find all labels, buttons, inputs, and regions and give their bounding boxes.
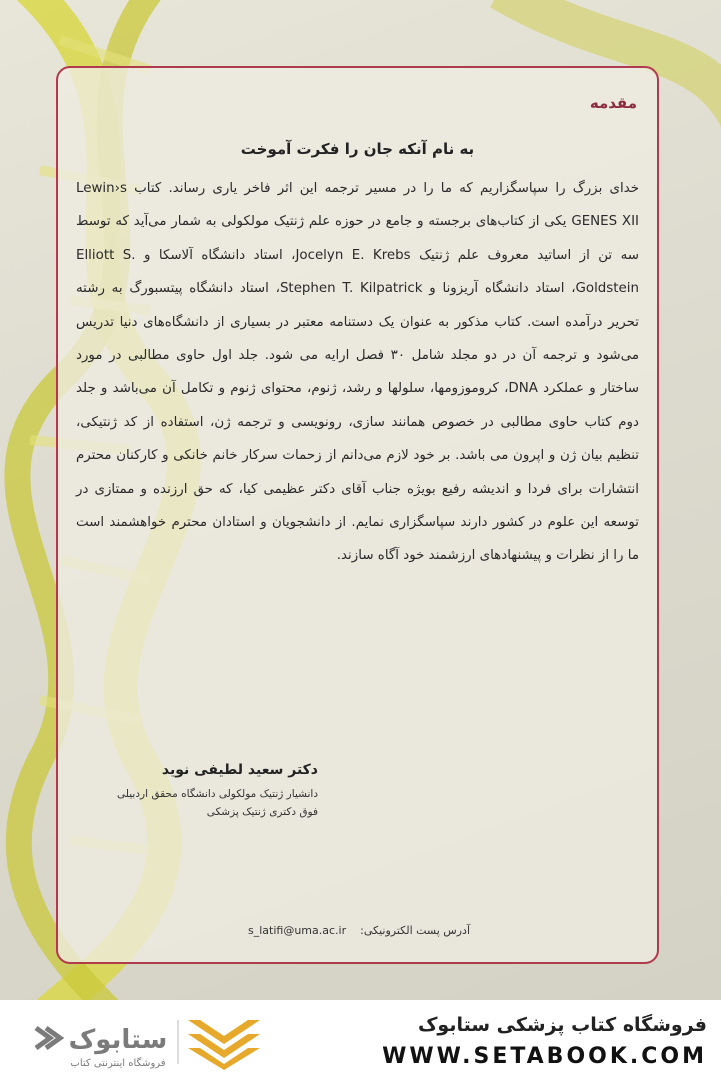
- logo-text: ستابوک: [68, 1025, 168, 1055]
- email-label: آدرس پست الکترونیکی:: [360, 924, 471, 937]
- website-link[interactable]: WWW.SETABOOK.COM: [382, 1044, 707, 1069]
- author-name: دکتر سعید لطیفی نوید: [161, 762, 318, 778]
- section-heading: مقدمه: [589, 94, 637, 112]
- setabook-logo: [28, 1014, 278, 1070]
- shop-name: فروشگاه کتاب پزشکی ستابوک: [417, 1014, 707, 1036]
- author-title: دانشیار ژنتیک مولکولی دانشگاه محقق اردبیلی: [117, 788, 318, 800]
- preface-body: [76, 172, 639, 573]
- preface-paragraph: خدای بزرگ را سپاسگزاریم که ما را در مسیر ترجمه این اثر فاخر یاری رساند. کتاب Lewin›s GENES XII یکی از کتاب‌های برجسته و جامع در حوزه علم ژنتیک مولکولی به شمار می‌آید که توسط سه تن از اساتید معروف علم ژنتیک Jocelyn E. Krebs، استاد دانشگاه آلاسکا و Elliott S. Goldstein، استاد دانشگاه آریزونا و Stephen T. Kilpatrick، استاد دانشگاه پیتسبورگ به رشته تحریر درآمده است. کتاب مذکور به عنوان یک دستنامه معتبر در بسیاری از دانشگاه‌های دنیا تدریس می‌شود و ترجمه آن در دو مجلد شامل ۳۰ فصل ارایه می شود. جلد اول حاوی مطالبی در مورد ساختار و عملکرد DNA، کروموزومها، سلولها و رشد، ژنوم، محتوای ژنوم و تکامل آن می‌باشد و جلد دوم کتاب حاوی مطالبی در خصوص همانند سازی، رونویسی و ترجمه ژن، استفاده از کد ژنتیکی، تنظیم بیان ژن و اپرون می باشد. بر خود لازم می‌دانم از زحمات سرکار خانم خانکی و کارکنان محترم انتشارات برای فردا و اندیشه رفیع بویژه جناب آقای دکتر عظیمی کیا، که حق ارزنده و ممتازی در توسعه این علوم در کشور دارند سپاسگزاری نمایم. از دانشجویان و استادان محترم خواهشمند است ما را از نظرات و پیشنهادهای ارزشمند خود آگاه سازند.: [76, 181, 640, 564]
- chevron-mark-icon: [188, 1020, 260, 1070]
- dedication-line: به نام آنکه جان را فکرت آموخت: [240, 140, 475, 158]
- store-footer: [0, 1000, 721, 1080]
- preface-panel: [56, 66, 659, 964]
- email-row: [248, 924, 470, 937]
- email-address: s_latifi@uma.ac.ir: [248, 924, 347, 937]
- logo-tagline: فروشگاه اینترنتی کتاب: [70, 1058, 166, 1069]
- author-degree: فوق دکتری ژنتیک پزشکی: [206, 806, 318, 818]
